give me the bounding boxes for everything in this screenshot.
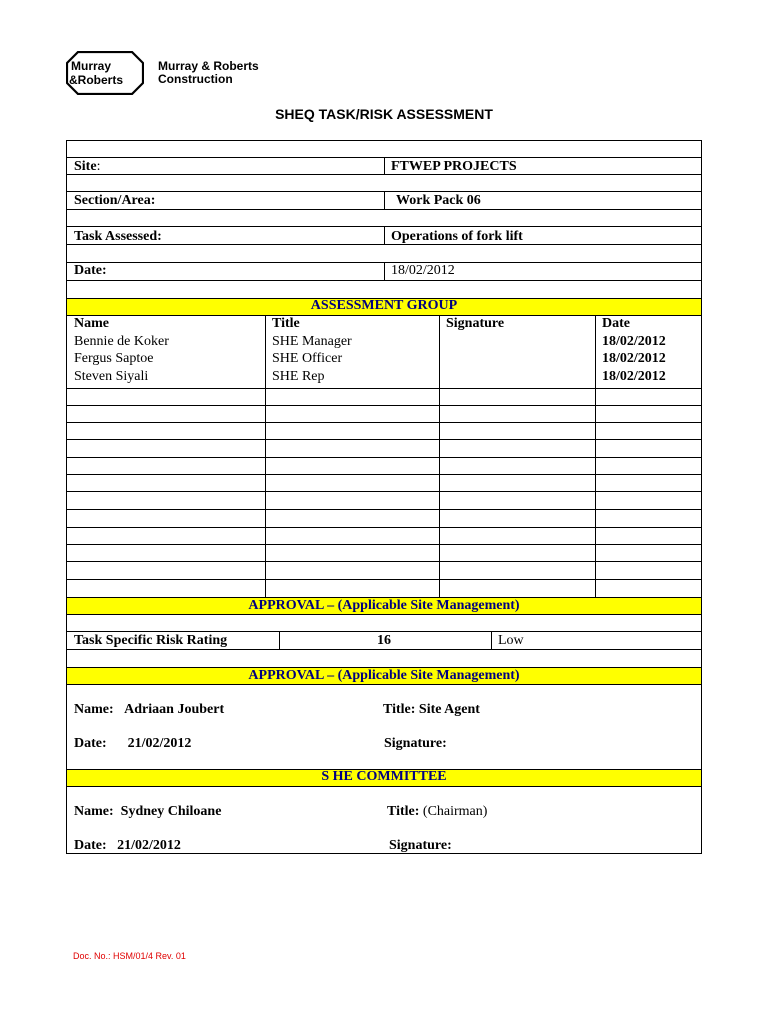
member-title: SHE Manager [272, 334, 352, 349]
risk-rating-level: Low [498, 633, 524, 648]
member-name: Fergus Saptoe [74, 351, 154, 366]
member-title: SHE Rep [272, 369, 325, 384]
date-label: Date: [74, 263, 107, 278]
approval-heading-1: APPROVAL – (Applicable Site Management) [248, 598, 520, 613]
member-date: 18/02/2012 [602, 351, 666, 366]
committee-heading: S HE COMMITTEE [321, 769, 447, 784]
risk-rating-label: Task Specific Risk Rating [74, 633, 228, 648]
logo-line1: Murray [71, 59, 112, 73]
col-date: Date [602, 316, 630, 331]
site-label: Site: [74, 159, 101, 174]
task-value: Operations of fork lift [391, 229, 523, 244]
date-value: 18/02/2012 [391, 263, 455, 278]
approval-heading-2: APPROVAL – (Applicable Site Management) [248, 668, 520, 683]
section-value: Work Pack 06 [396, 193, 481, 208]
member-date: 18/02/2012 [602, 334, 666, 349]
murray-roberts-logo [66, 51, 144, 95]
assessment-form [66, 140, 702, 854]
committee-title: Title: (Chairman) [387, 804, 488, 819]
company-name [158, 60, 259, 86]
company-name-line2: Construction [158, 72, 233, 86]
member-title: SHE Officer [272, 351, 343, 366]
logo-line2: &Roberts [69, 73, 124, 87]
col-name: Name [74, 316, 109, 331]
section-label: Section/Area: [74, 193, 156, 208]
member-name: Bennie de Koker [74, 334, 169, 349]
col-signature: Signature [446, 316, 505, 331]
assessment-group-heading: ASSESSMENT GROUP [310, 298, 458, 313]
approver-date: Date: 21/02/2012 [74, 736, 192, 751]
approver-signature-label: Signature: [384, 736, 447, 751]
task-label: Task Assessed: [74, 229, 162, 244]
risk-rating-value: 16 [377, 633, 391, 648]
document-title: SHEQ TASK/RISK ASSESSMENT [275, 106, 493, 122]
approver-title: Title: Site Agent [383, 702, 480, 717]
company-name-line1: Murray & Roberts [158, 59, 259, 73]
approver-name: Name: Adriaan Joubert [74, 702, 225, 717]
committee-signature-label: Signature: [389, 838, 452, 853]
document-number: Doc. No.: HSM/01/4 Rev. 01 [73, 951, 186, 961]
committee-date: Date: 21/02/2012 [74, 838, 181, 853]
site-value: FTWEP PROJECTS [391, 159, 517, 174]
member-date: 18/02/2012 [602, 369, 666, 384]
col-title: Title [272, 316, 300, 331]
member-name: Steven Siyali [74, 369, 149, 384]
committee-name: Name: Sydney Chiloane [74, 804, 222, 819]
